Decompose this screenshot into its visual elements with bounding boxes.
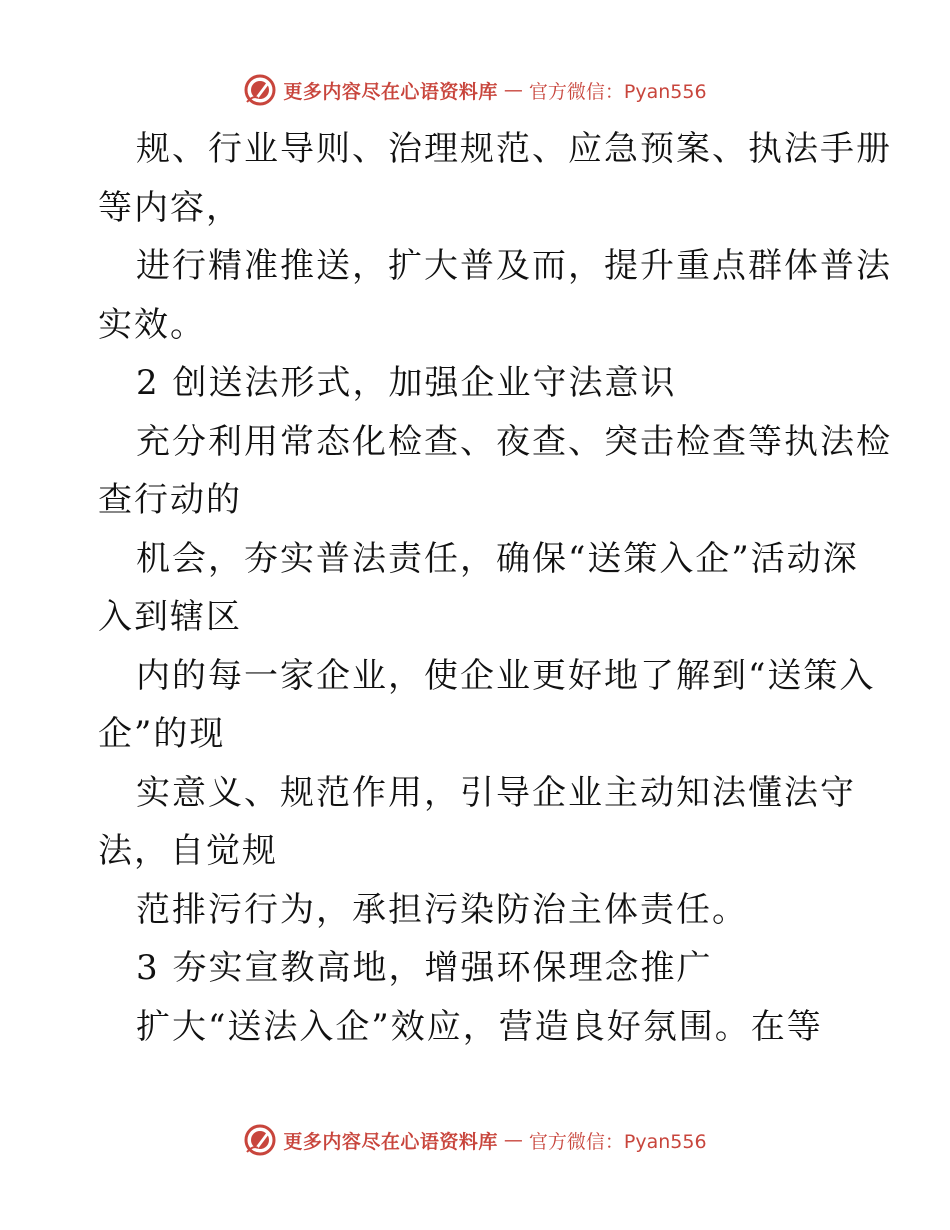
text-line: 范排污行为，承担污染防治主体责任。 <box>136 889 748 930</box>
section-heading: 2 创送法形式，加强企业守法意识 <box>136 363 677 403</box>
pen-logo-icon <box>243 1123 277 1157</box>
text-line: 实意义、规范作用，引导企业主动知法懂法守 <box>136 772 856 813</box>
text-line: 内的每一家企业，使企业更好地了解到“送策入 <box>136 655 876 696</box>
watermark-wechat: 官方微信：Pyan556 <box>528 80 707 103</box>
text-line: 企”的现 <box>98 714 226 754</box>
text-line: 法，自觉规 <box>98 831 278 871</box>
watermark-separator: — <box>503 79 523 101</box>
header-watermark <box>0 70 950 110</box>
footer-watermark <box>0 1120 950 1160</box>
watermark-text: 更多内容尽在心语资料库 <box>283 80 498 103</box>
watermark-separator: — <box>503 1129 523 1151</box>
text-line: 实效。 <box>98 304 206 345</box>
text-line: 扩大“送法入企”效应，营造良好氛围。在等 <box>136 1006 823 1047</box>
text-line: 等内容， <box>98 187 242 228</box>
text-line: 查行动的 <box>98 480 242 520</box>
text-line: 进行精准推送，扩大普及而，提升重点群体普法 <box>136 246 892 286</box>
text-line: 机会，夯实普法责任，确保“送策入企”活动深 <box>136 538 859 579</box>
watermark-text: 更多内容尽在心语资料库 <box>283 1130 498 1153</box>
pen-logo-icon <box>243 73 277 107</box>
watermark-wechat: 官方微信：Pyan556 <box>528 1130 707 1153</box>
text-line: 充分利用常态化检查、夜查、突击检查等执法检 <box>136 421 892 462</box>
section-heading: 3 夯实宣教高地，增强环保理念推广 <box>136 948 713 988</box>
text-line: 规、行业导则、治理规范、应急预案、执法手册 <box>136 129 892 169</box>
document-body <box>98 120 892 1056</box>
text-line: 入到辖区 <box>98 597 242 637</box>
